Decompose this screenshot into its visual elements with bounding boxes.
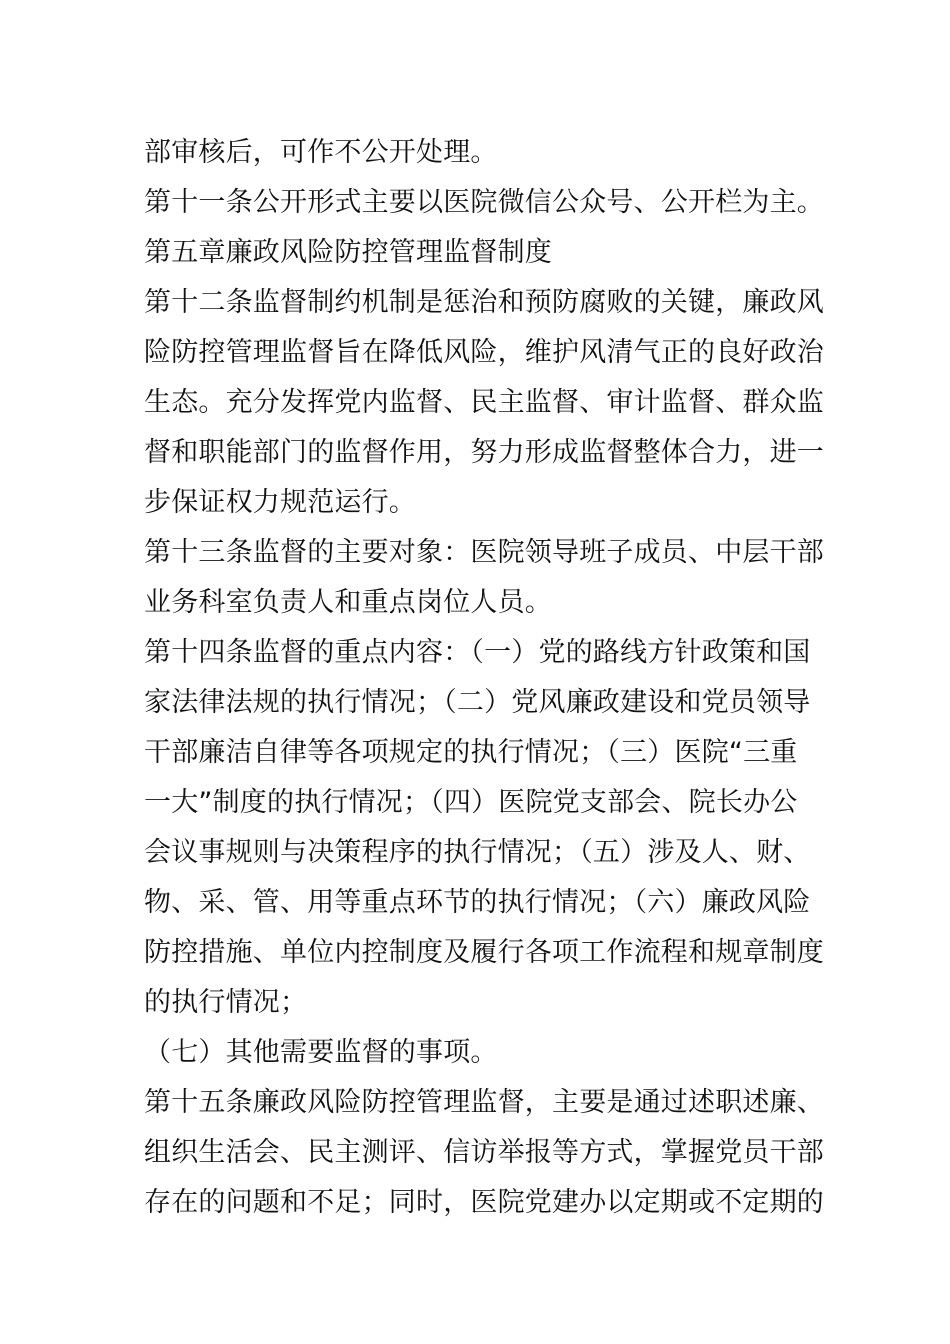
text-line: 第十一条公开形式主要以医院微信公众号、公开栏为主。: [144, 187, 824, 218]
text-line: 第十二条监督制约机制是惩治和预防腐败的关键，廉政风: [144, 287, 824, 318]
text-line: 一大”制度的执行情况；（四）医院党支部会、院长办公: [144, 787, 798, 818]
text-line: 部审核后，可作不公开处理。: [144, 137, 498, 168]
text-line: 物、采、管、用等重点环节的执行情况；（六）廉政风险: [144, 887, 811, 918]
text-line: 第十三条监督的主要对象：医院领导班子成员、中层干部: [144, 537, 824, 568]
text-line: 险防控管理监督旨在降低风险，维护风清气正的良好政治: [144, 337, 824, 368]
chapter-heading: 第五章廉政风险防控管理监督制度: [144, 237, 552, 268]
text-line: 第十五条廉政风险防控管理监督，主要是通过述职述廉、: [144, 1087, 824, 1118]
text-line: 存在的问题和不足；同时，医院党建办以定期或不定期的: [144, 1187, 824, 1218]
document-body: [144, 128, 824, 1228]
text-line: 会议事规则与决策程序的执行情况；（五）涉及人、财、: [144, 837, 811, 868]
text-line: 生态。充分发挥党内监督、民主监督、审计监督、群众监: [144, 387, 824, 418]
text-line: 防控措施、单位内控制度及履行各项工作流程和规章制度: [144, 937, 824, 968]
text-line: 干部廉洁自律等各项规定的执行情况；（三）医院“三重: [144, 737, 798, 768]
text-line: 业务科室负责人和重点岗位人员。: [144, 587, 552, 618]
text-line: 督和职能部门的监督作用，努力形成监督整体合力，进一: [144, 437, 824, 468]
text-line: 家法律法规的执行情况；（二）党风廉政建设和党员领导: [144, 687, 811, 718]
text-line: （七）其他需要监督的事项。: [144, 1037, 498, 1068]
text-line: 步保证权力规范运行。: [144, 487, 416, 518]
text-line: 的执行情况；: [144, 987, 308, 1018]
text-line: 组织生活会、民主测评、信访举报等方式，掌握党员干部: [144, 1137, 824, 1168]
text-line: 第十四条监督的重点内容：（一）党的路线方针政策和国: [144, 637, 811, 668]
